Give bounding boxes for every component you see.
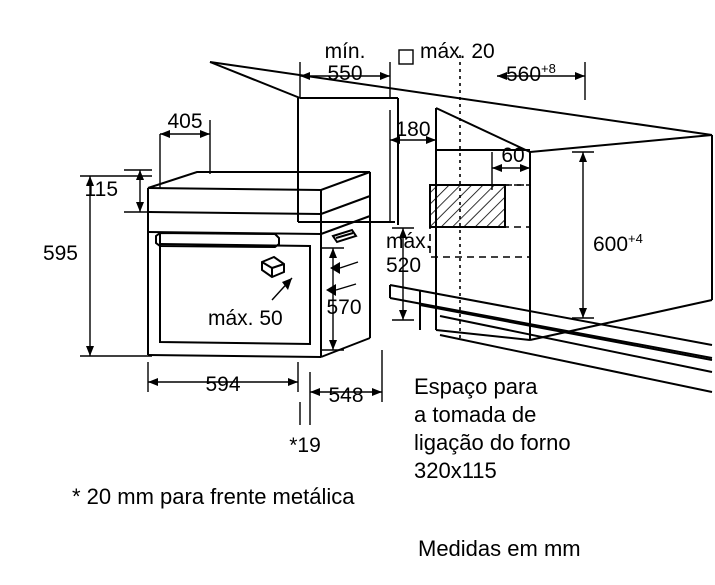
units-note: Medidas em mm [418,536,581,561]
oven-top-face [148,172,370,190]
label-60: 60 [501,144,525,167]
footnote-metal-front: * 20 mm para frente metálica [72,484,355,509]
label-594: 594 [205,373,241,396]
label-max-word: máx. [386,230,432,253]
label-600: $600^{+4}$ [593,231,643,256]
socket-note-line-2: a tomada de [414,402,537,427]
label-548: 548 [328,384,364,407]
label-570: 570 [326,296,362,319]
label-560: $560^{+8}$ [506,61,556,86]
label-max-520: 520 [386,254,422,277]
socket-recess-hatched-block [430,185,505,227]
cabinet-top-back-edge [210,62,712,135]
label-115: 115 [84,178,118,201]
label-min-550: 550 [327,62,363,85]
socket-note-line-3: ligação do forno [414,430,571,455]
socket-note-line-1: Espaço para [414,374,538,399]
label-max-50: máx. 50 [208,307,283,330]
label-19: *19 [289,434,321,457]
label-405: 405 [167,110,203,133]
label-595: 595 [42,242,78,265]
label-min-word: mín. [324,40,366,63]
label-max-20: máx. 20 [420,40,495,63]
label-180: 180 [395,118,431,141]
socket-note-line-4: 320x115 [414,458,497,483]
